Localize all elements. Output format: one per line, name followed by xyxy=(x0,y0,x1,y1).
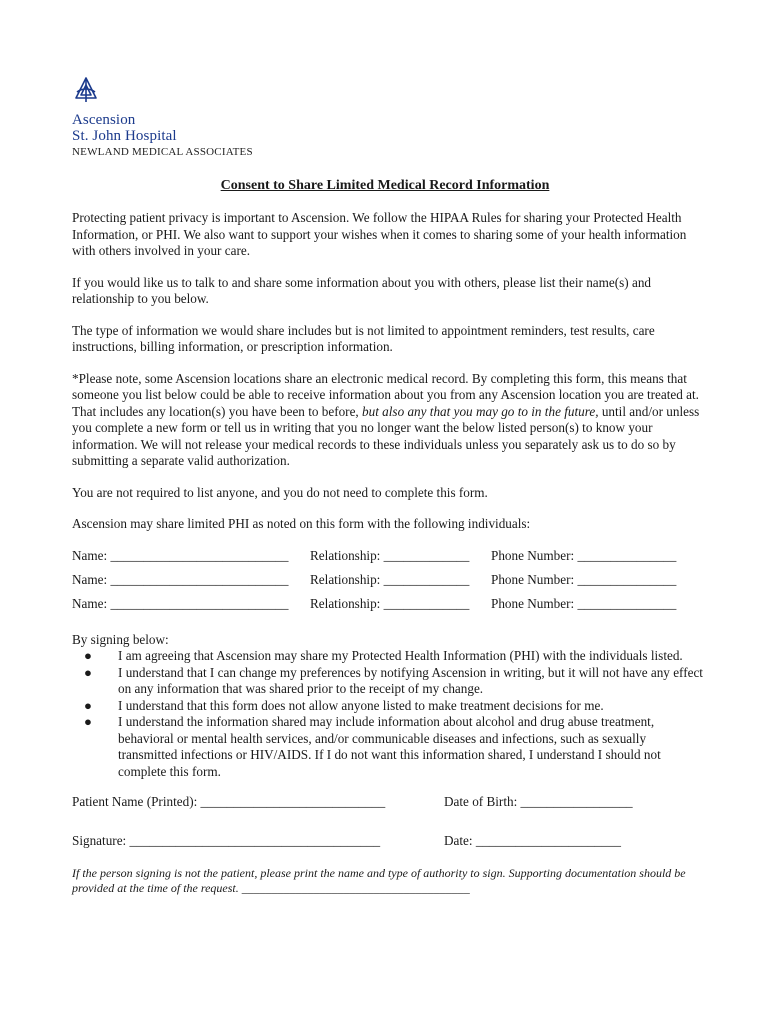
signing-intro: By signing below: xyxy=(72,631,169,647)
bullet-icon: ● xyxy=(84,664,92,680)
ascension-cross-icon xyxy=(72,76,100,104)
individual-row xyxy=(72,572,704,588)
list-item-text: I am agreeing that Ascension may share my Protected Health Information (PHI) with the individuals listed. xyxy=(118,648,683,663)
phone-number-field[interactable]: Phone Number: _______________ xyxy=(491,595,677,611)
emr-note-italic: but also any that you may go to in the future, xyxy=(362,403,599,419)
bullet-icon: ● xyxy=(84,714,92,729)
authority-footnote[interactable]: If the person signing is not the patient, please print the name and type of authority to sign. Supporting documentation should be provided at the time of the request. ______________________________________ xyxy=(72,866,686,895)
form-body xyxy=(72,210,704,896)
bullet-icon: ● xyxy=(84,648,92,663)
relationship-field[interactable]: Relationship: _____________ xyxy=(310,595,470,611)
relationship-field[interactable]: Relationship: _____________ xyxy=(310,547,470,563)
list-item-text: I understand the information shared may include information about alcohol and drug abuse treatment, behavioral or mental health services, and/or communicable diseases and infections, such as sexually transmitted infections or HIV/AIDS. If I do not want this information shared, I understand I should not complete this form. xyxy=(118,714,661,779)
individual-row xyxy=(72,596,704,612)
signature-row xyxy=(72,833,704,850)
bullet-icon: ● xyxy=(84,697,92,713)
privacy-paragraph: Protecting patient privacy is important to Ascension. We follow the HIPAA Rules for sharing your Protected Health Information, or PHI. We also want to support your wishes when it comes to sharing some of your health information with others involved in your care. xyxy=(72,210,687,258)
logo-text-ascension: Ascension xyxy=(72,112,136,128)
name-field[interactable]: Name: ___________________________ xyxy=(72,595,289,611)
relationship-field[interactable]: Relationship: _____________ xyxy=(310,571,470,587)
list-item-text: I understand that this form does not allow anyone listed to make treatment decisions for me. xyxy=(118,697,604,713)
emr-note-paragraph xyxy=(72,371,704,470)
phone-number-field[interactable]: Phone Number: _______________ xyxy=(491,547,677,563)
emr-note-text-1: *Please note, some Ascension locations share an electronic medical record. By completing this form, this means that someone you list below could be able to receive information about you from any Ascension location you are treated at. That includes any location(s) you have been to before, xyxy=(72,370,699,419)
list-item-text: I understand that I can change my preferences by notifying Ascension in writing, but it will not have any effect on any information that was shared prior to the receipt of my change. xyxy=(118,664,703,696)
signing-bullets xyxy=(72,648,704,780)
patient-info-row xyxy=(72,794,704,811)
not-required-paragraph: You are not required to list anyone, and you do not need to complete this form. xyxy=(72,484,488,500)
date-of-birth-field[interactable]: Date of Birth: _________________ xyxy=(444,794,633,809)
share-with-paragraph: Ascension may share limited PHI as noted on this form with the following individuals: xyxy=(72,516,531,531)
name-field[interactable]: Name: ___________________________ xyxy=(72,571,289,587)
share-request-paragraph: If you would like us to talk to and share some information about you with others, please list their name(s) and relationship to you below. xyxy=(72,274,652,306)
individuals-list xyxy=(72,548,704,612)
organization-name: NEWLAND MEDICAL ASSOCIATES xyxy=(72,146,253,158)
list-item xyxy=(72,665,704,698)
list-item xyxy=(72,648,704,665)
form-title: Consent to Share Limited Medical Record Information xyxy=(220,178,550,193)
info-type-paragraph: The type of information we would share includes but is not limited to appointment reminders, test results, care instructions, billing information, or prescription information. xyxy=(72,322,655,354)
emr-note-text-2: until and/or unless you complete a new form or tell us in writing that you no longer want the below listed person(s) to know your information. We will not release your medical records to these individuals unless you separately ask us to do so by submitting a separate valid authorization. xyxy=(72,403,700,468)
list-item xyxy=(72,698,704,715)
date-field[interactable]: Date: ______________________ xyxy=(444,832,621,848)
ascension-logo xyxy=(72,76,202,144)
individual-row xyxy=(72,548,704,564)
phone-number-field[interactable]: Phone Number: _______________ xyxy=(491,571,677,587)
patient-name-field[interactable]: Patient Name (Printed): ____________________________ xyxy=(72,794,386,809)
list-item xyxy=(72,714,704,780)
name-field[interactable]: Name: ___________________________ xyxy=(72,547,289,563)
signature-field[interactable]: Signature: ______________________________________ xyxy=(72,832,381,848)
logo-text-hospital: St. John Hospital xyxy=(72,128,177,144)
